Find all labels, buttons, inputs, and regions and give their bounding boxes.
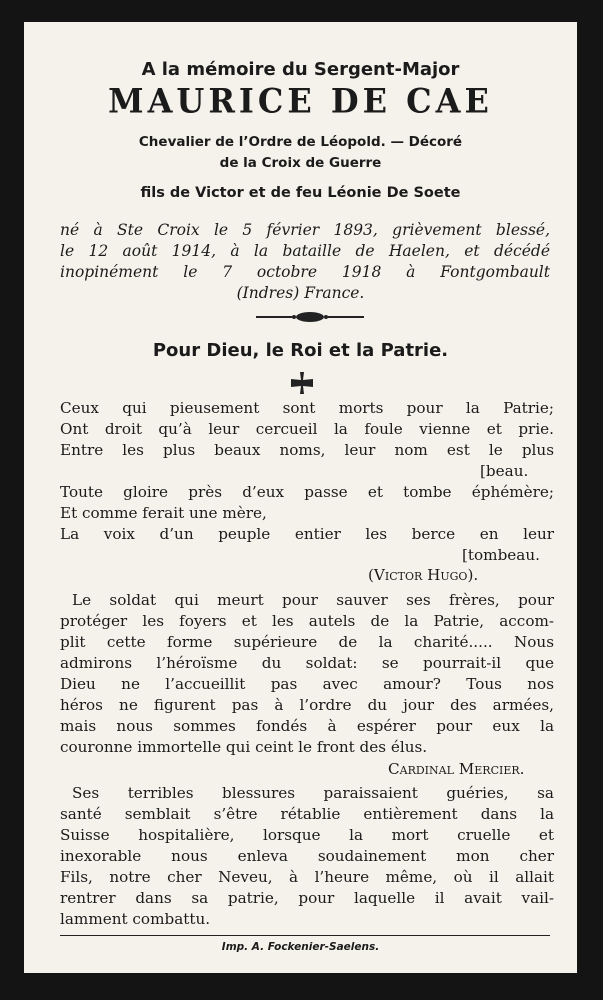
quote-line: Dieu ne l’accueillit pas avec amour? Tous nos [60, 675, 554, 693]
bio-line: inopinément le 7 octobre 1918 à Fontgombault [60, 263, 550, 281]
memorial-heading: A la mémoire du Sergent-Major [141, 59, 460, 80]
closing-line: santé semblait s’être rétablie entièrement dans la [60, 805, 554, 823]
poem-line: Toute gloire près d’eux passe et tombe éphémère; [60, 483, 554, 501]
cross-icon [289, 370, 315, 396]
poem-line: Ont droit qu’à leur cercueil la foule vienne et prie. [60, 420, 554, 438]
quote-line: mais nous sommes fondés à espérer pour eux la [60, 717, 554, 735]
poem-line: Entre les plus beaux noms, leur nom est le plus [60, 441, 554, 459]
closing-line: Fils, notre cher Neveu, à l’heure même, où il allait [60, 868, 554, 886]
bio-line: né à Ste Croix le 5 février 1893, grièvement blessé, [60, 221, 550, 239]
closing-line: Ses terribles blessures paraissaient guéries, sa [72, 784, 554, 802]
poem-author: (Victor Hugo). [368, 566, 479, 584]
closing-line: lamment combattu. [60, 910, 211, 928]
deceased-name: MAURICE DE CAE [108, 81, 493, 121]
closing-line: rentrer dans sa patrie, pour laquelle il avait vail- [60, 889, 554, 907]
ornament-divider-icon [256, 310, 364, 324]
footer-divider [60, 935, 550, 936]
memorial-card [24, 22, 577, 973]
quote-author: Cardinal Mercier. [388, 760, 525, 778]
decorations-line-2: de la Croix de Guerre [219, 155, 382, 171]
closing-line: Suisse hospitalière, lorsque la mort cruelle et [60, 826, 554, 844]
quote-line: plit cette forme supérieure de la charité..... Nous [60, 633, 554, 651]
quote-line: protéger les foyers et les autels de la Patrie, accom- [60, 612, 554, 630]
decorations-line-1: Chevalier de l’Ordre de Léopold. — Décoré [138, 134, 463, 150]
poem-line: Ceux qui pieusement sont morts pour la Patrie; [60, 399, 554, 417]
poem-line: [tombeau. [462, 546, 540, 564]
poem-line: La voix d’un peuple entier les berce en leur [60, 525, 554, 543]
quote-line: couronne immortelle qui ceint le front des élus. [60, 738, 428, 756]
poem-line: Et comme ferait une mère, [60, 504, 267, 522]
parents-line: fils de Victor et de feu Léonie De Soete [140, 185, 461, 201]
poem-line: [beau. [480, 462, 529, 480]
quote-line: héros ne figurent pas à l’ordre du jour des armées, [60, 696, 554, 714]
motto: Pour Dieu, le Roi et la Patrie. [152, 340, 449, 361]
printer-credit: Imp. A. Fockenier-Saelens. [221, 941, 380, 953]
bio-line: (Indres) France. [236, 284, 365, 302]
bio-line: le 12 août 1914, à la bataille de Haelen, et décédé [60, 242, 550, 260]
quote-line: Le soldat qui meurt pour sauver ses frères, pour [72, 591, 554, 609]
closing-line: inexorable nous enleva soudainement mon cher [60, 847, 554, 865]
quote-line: admirons l’héroïsme du soldat: se pourrait-il que [60, 654, 554, 672]
